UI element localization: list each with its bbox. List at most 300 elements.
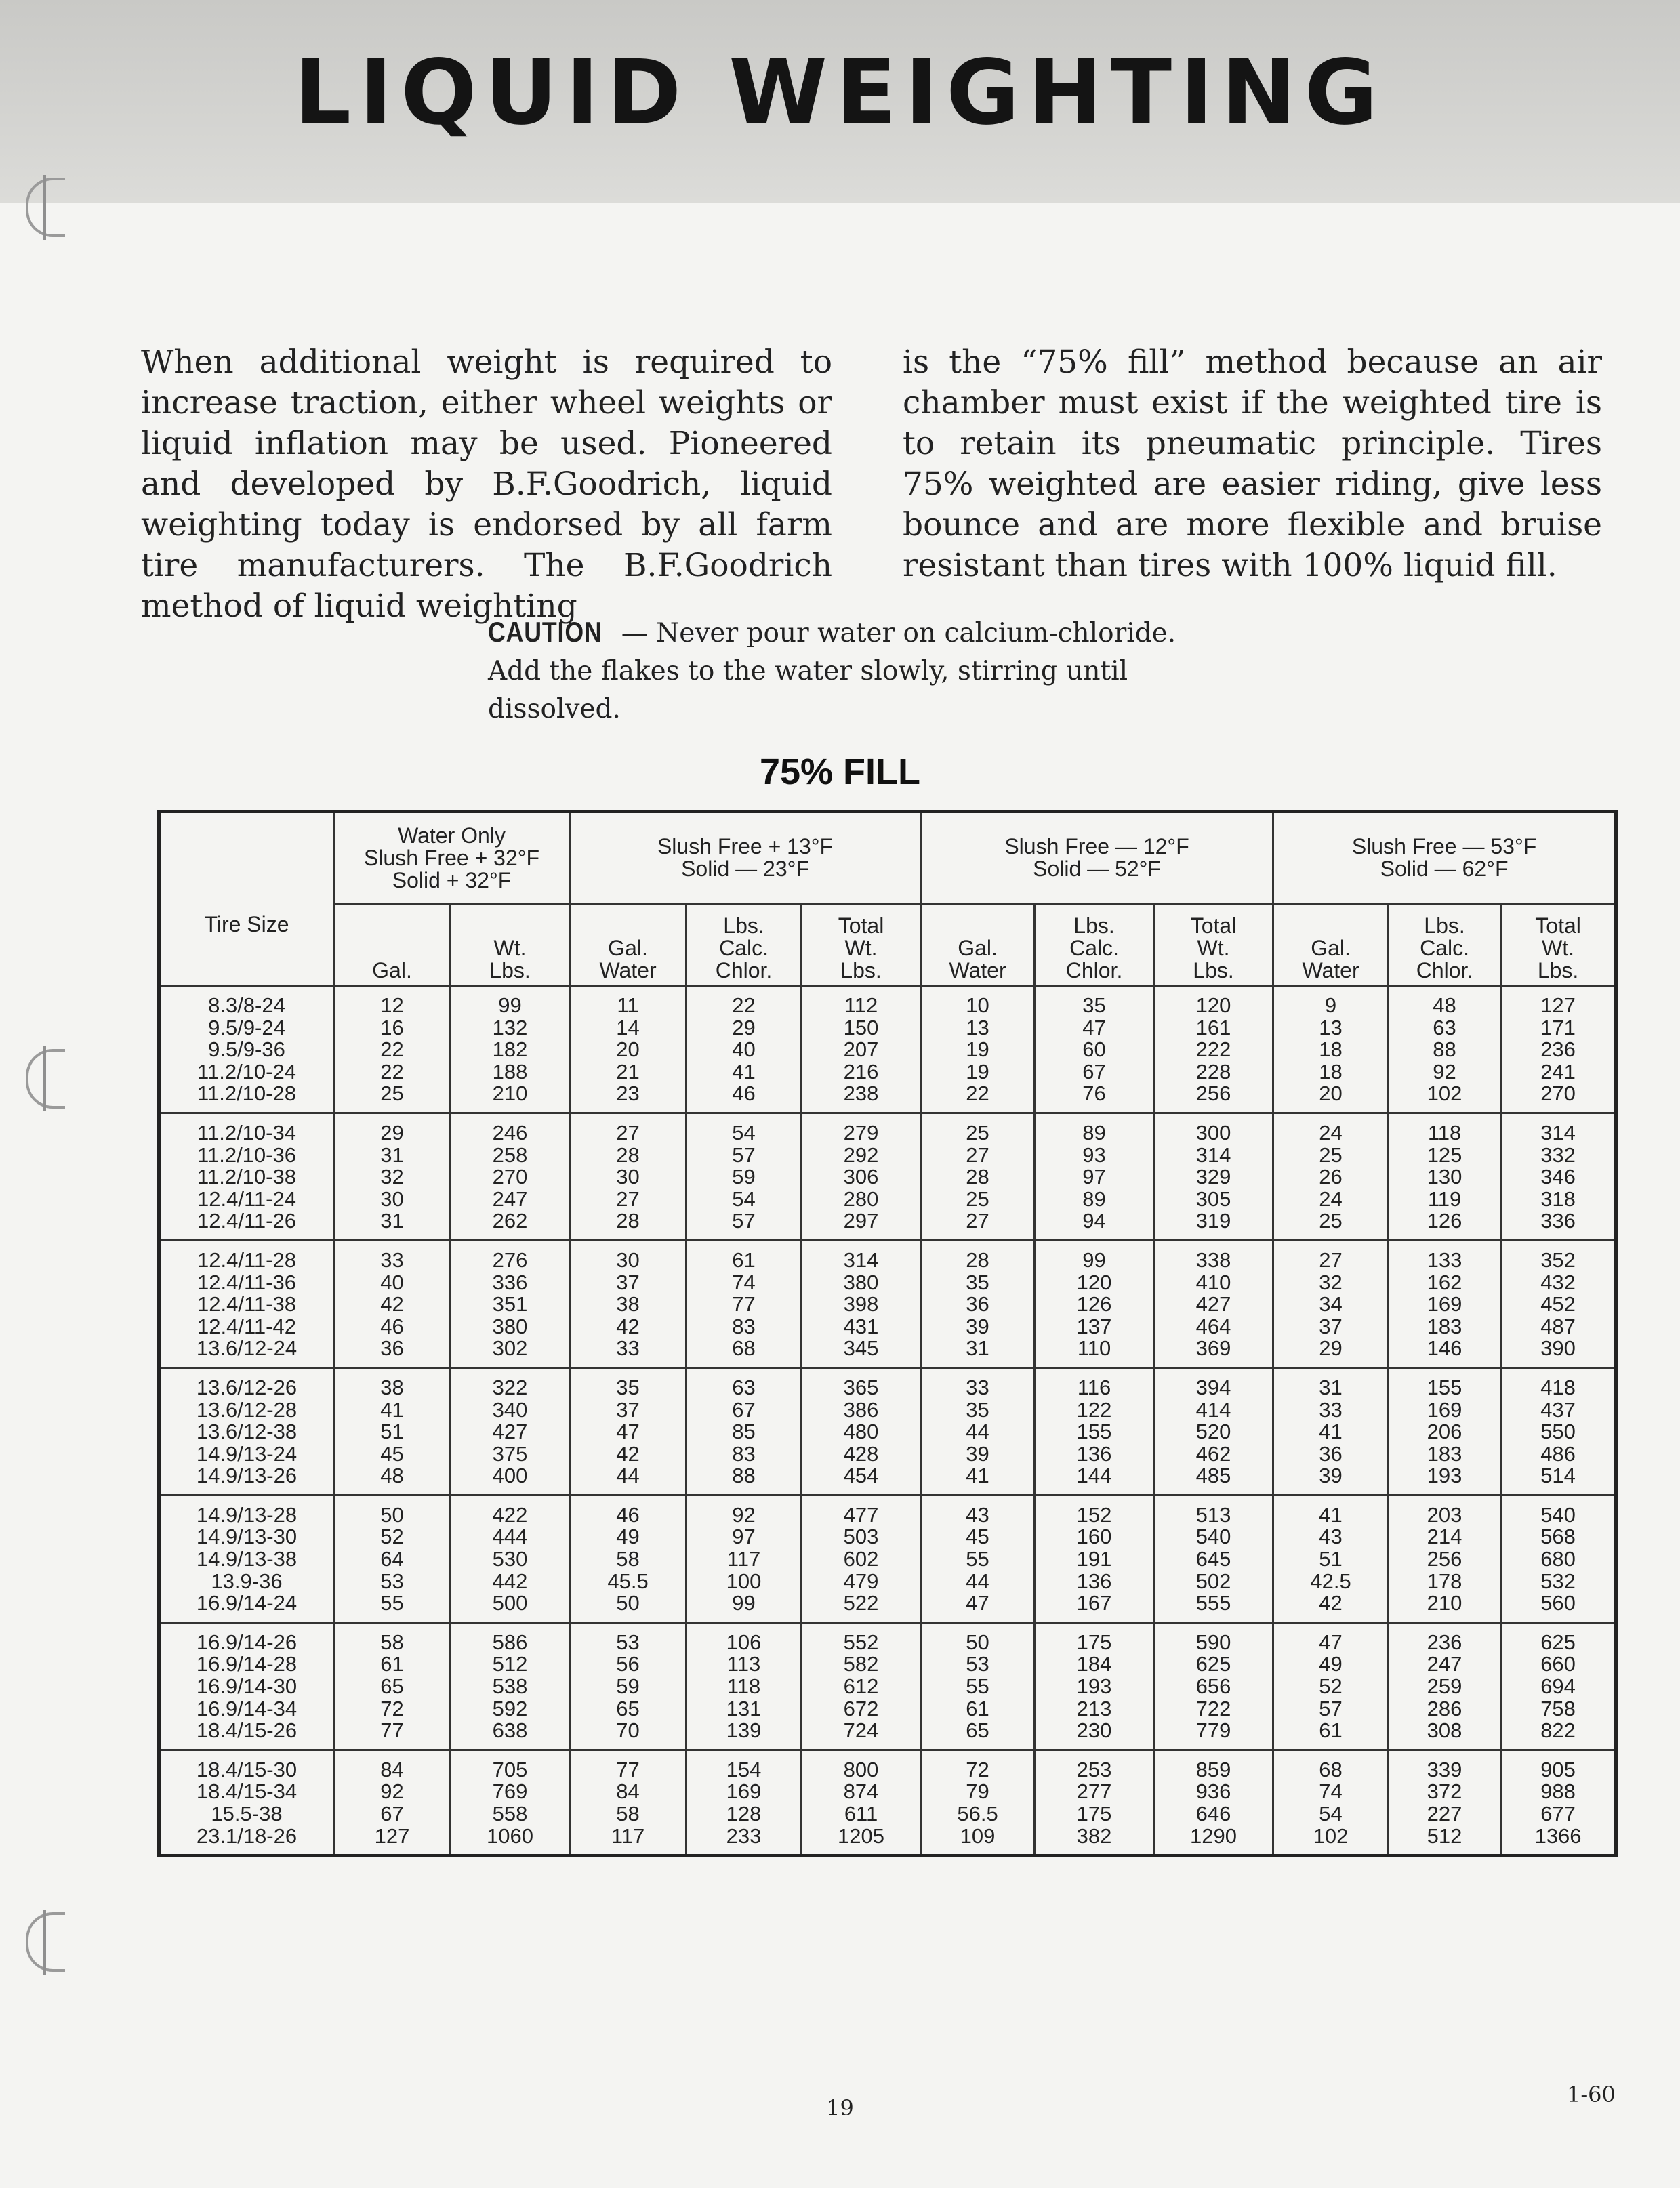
page-number: 19 [826, 2095, 854, 2121]
table-cell: 65 [570, 1698, 687, 1720]
table-cell: 203 [1389, 1495, 1501, 1526]
table-cell: 694 [1501, 1676, 1616, 1698]
table-cell: 560 [1501, 1592, 1616, 1622]
table-row [159, 1781, 1616, 1803]
caution-note [488, 613, 1233, 728]
table-cell: 988 [1501, 1781, 1616, 1803]
table-cell: 118 [1389, 1113, 1501, 1144]
table-cell: 35 [921, 1272, 1035, 1294]
table-cell: 874 [802, 1781, 921, 1803]
table-cell: 42 [570, 1443, 687, 1466]
column-header-8 [1154, 904, 1273, 986]
table-row [159, 1443, 1616, 1466]
table-row [159, 1548, 1616, 1571]
table-cell: 119 [1389, 1189, 1501, 1211]
table-cell: 169 [687, 1781, 802, 1803]
table-row [159, 1495, 1616, 1526]
table-cell: 724 [802, 1720, 921, 1750]
table-cell: 241 [1501, 1061, 1616, 1083]
table-cell: 52 [1273, 1676, 1389, 1698]
table-cell: 89 [1035, 1189, 1154, 1211]
table-cell: 25 [921, 1189, 1035, 1211]
column-header-line: Lbs. [1073, 913, 1115, 938]
header-line: Slush Free — 53°F [1351, 834, 1537, 859]
table-cell: 1290 [1154, 1825, 1273, 1856]
page-title: LIQUID WEIGHTING [294, 41, 1386, 145]
table-cell: 568 [1501, 1526, 1616, 1548]
column-header-line: Water [949, 958, 1006, 983]
table-cell: 137 [1035, 1316, 1154, 1338]
table-cell: 638 [451, 1720, 570, 1750]
table-row [159, 1750, 1616, 1781]
table-cell: 538 [451, 1676, 570, 1698]
tire-size-cell: 13.6/12-38 [159, 1421, 334, 1443]
table-cell: 582 [802, 1653, 921, 1676]
binder-hole-top [26, 178, 65, 237]
table-cell: 428 [802, 1443, 921, 1466]
table-cell: 253 [1035, 1750, 1154, 1781]
table-cell: 37 [1273, 1316, 1389, 1338]
table-cell: 1205 [802, 1825, 921, 1856]
table-cell: 27 [1273, 1240, 1389, 1271]
table-cell: 338 [1154, 1240, 1273, 1271]
table-cell: 270 [451, 1166, 570, 1189]
table-cell: 9 [1273, 986, 1389, 1017]
column-header-1 [334, 904, 451, 986]
table-row [159, 1061, 1616, 1083]
tire-size-cell: 13.6/12-24 [159, 1338, 334, 1367]
table-cell: 42 [1273, 1592, 1389, 1622]
tire-size-cell: 9.5/9-36 [159, 1039, 334, 1061]
table-cell: 39 [921, 1443, 1035, 1466]
table-cell: 27 [921, 1210, 1035, 1240]
column-header-line: Total [1535, 913, 1581, 938]
table-cell: 38 [570, 1294, 687, 1316]
table-cell: 532 [1501, 1571, 1616, 1593]
table-cell: 36 [921, 1294, 1035, 1316]
table-cell: 236 [1501, 1039, 1616, 1061]
table-cell: 13 [1273, 1017, 1389, 1039]
table-cell: 22 [334, 1061, 451, 1083]
table-cell: 207 [802, 1039, 921, 1061]
table-cell: 262 [451, 1210, 570, 1240]
table-cell: 936 [1154, 1781, 1273, 1803]
table-cell: 144 [1035, 1465, 1154, 1495]
table-cell: 84 [570, 1781, 687, 1803]
table-cell: 386 [802, 1399, 921, 1422]
tire-size-cell: 12.4/11-36 [159, 1272, 334, 1294]
table-cell: 332 [1501, 1144, 1616, 1167]
table-cell: 336 [451, 1272, 570, 1294]
table-cell: 394 [1154, 1367, 1273, 1399]
column-header-line: Wt. [844, 936, 878, 960]
liquid-fill-table [157, 810, 1618, 1857]
table-cell: 10 [921, 986, 1035, 1017]
table-cell: 74 [1273, 1781, 1389, 1803]
table-cell: 132 [451, 1017, 570, 1039]
table-cell: 42 [334, 1294, 451, 1316]
table-cell: 39 [1273, 1465, 1389, 1495]
table-cell: 133 [1389, 1240, 1501, 1271]
table-cell: 83 [687, 1316, 802, 1338]
table-cell: 167 [1035, 1592, 1154, 1622]
table-cell: 19 [921, 1061, 1035, 1083]
table-cell: 277 [1035, 1781, 1154, 1803]
table-row [159, 1367, 1616, 1399]
table-cell: 41 [687, 1061, 802, 1083]
table-cell: 35 [570, 1367, 687, 1399]
table-cell: 37 [570, 1272, 687, 1294]
table-cell: 382 [1035, 1825, 1154, 1856]
table-cell: 42 [570, 1316, 687, 1338]
table-cell: 83 [687, 1443, 802, 1466]
table-cell: 592 [451, 1698, 570, 1720]
header-line: Solid — 62°F [1380, 856, 1509, 881]
table-cell: 162 [1389, 1272, 1501, 1294]
table-cell: 28 [570, 1210, 687, 1240]
tire-size-cell: 11.2/10-38 [159, 1166, 334, 1189]
table-cell: 279 [802, 1113, 921, 1144]
table-cell: 88 [687, 1465, 802, 1495]
tire-size-cell: 11.2/10-28 [159, 1083, 334, 1113]
table-row [159, 1698, 1616, 1720]
table-cell: 35 [1035, 986, 1154, 1017]
table-cell: 61 [334, 1653, 451, 1676]
table-cell: 372 [1389, 1781, 1501, 1803]
table-cell: 88 [1389, 1039, 1501, 1061]
table-cell: 136 [1035, 1571, 1154, 1593]
table-row [159, 1622, 1616, 1653]
table-cell: 183 [1389, 1443, 1501, 1466]
table-cell: 51 [1273, 1548, 1389, 1571]
table-cell: 14 [570, 1017, 687, 1039]
column-header-line: Water [1302, 958, 1359, 983]
tire-size-cell: 11.2/10-24 [159, 1061, 334, 1083]
table-cell: 22 [334, 1039, 451, 1061]
table-cell: 479 [802, 1571, 921, 1593]
table-cell: 21 [570, 1061, 687, 1083]
table-row [159, 1465, 1616, 1495]
table-cell: 32 [334, 1166, 451, 1189]
table-cell: 33 [334, 1240, 451, 1271]
table-cell: 120 [1154, 986, 1273, 1017]
table-cell: 67 [687, 1399, 802, 1422]
table-cell: 27 [570, 1189, 687, 1211]
table-cell: 558 [451, 1803, 570, 1825]
table-cell: 905 [1501, 1750, 1616, 1781]
table-cell: 58 [570, 1548, 687, 1571]
table-cell: 31 [334, 1210, 451, 1240]
table-cell: 50 [921, 1622, 1035, 1653]
table-cell: 116 [1035, 1367, 1154, 1399]
table-cell: 306 [802, 1166, 921, 1189]
table-cell: 206 [1389, 1421, 1501, 1443]
table-cell: 110 [1035, 1338, 1154, 1367]
table-cell: 79 [921, 1781, 1035, 1803]
table-cell: 184 [1035, 1653, 1154, 1676]
column-header-10 [1389, 904, 1501, 986]
table-cell: 227 [1389, 1803, 1501, 1825]
table-cell: 130 [1389, 1166, 1501, 1189]
table-cell: 44 [921, 1571, 1035, 1593]
table-cell: 29 [687, 1017, 802, 1039]
column-header-line: Calc. [1420, 936, 1469, 960]
table-cell: 125 [1389, 1144, 1501, 1167]
table-cell: 53 [570, 1622, 687, 1653]
table-cell: 352 [1501, 1240, 1616, 1271]
table-cell: 216 [802, 1061, 921, 1083]
table-cell: 191 [1035, 1548, 1154, 1571]
table-cell: 74 [687, 1272, 802, 1294]
table-cell: 178 [1389, 1571, 1501, 1593]
table-cell: 45 [334, 1443, 451, 1466]
table-cell: 33 [570, 1338, 687, 1367]
table-cell: 322 [451, 1367, 570, 1399]
table-cell: 93 [1035, 1144, 1154, 1167]
table-cell: 25 [1273, 1144, 1389, 1167]
table-cell: 270 [1501, 1083, 1616, 1113]
column-header-3 [570, 904, 687, 986]
table-cell: 109 [921, 1825, 1035, 1856]
table-cell: 36 [1273, 1443, 1389, 1466]
table-cell: 41 [921, 1465, 1035, 1495]
column-header-line: Chlor. [1065, 958, 1123, 983]
table-cell: 452 [1501, 1294, 1616, 1316]
table-cell: 20 [570, 1039, 687, 1061]
table-cell: 11 [570, 986, 687, 1017]
column-header-line: Lbs. [1424, 913, 1465, 938]
table-cell: 512 [1389, 1825, 1501, 1856]
table-cell: 437 [1501, 1399, 1616, 1422]
table-cell: 28 [570, 1144, 687, 1167]
table-cell: 89 [1035, 1113, 1154, 1144]
table-cell: 77 [687, 1294, 802, 1316]
table-cell: 28 [921, 1166, 1035, 1189]
table-cell: 183 [1389, 1316, 1501, 1338]
column-header-line [339, 937, 445, 959]
table-cell: 32 [1273, 1272, 1389, 1294]
table-cell: 25 [334, 1083, 451, 1113]
header-line: Water Only [398, 823, 506, 848]
page-code: 1-60 [1567, 2082, 1616, 2107]
binder-hole-bottom [26, 1912, 65, 1972]
table-row [159, 1166, 1616, 1189]
table-cell: 390 [1501, 1338, 1616, 1367]
table-cell: 346 [1501, 1166, 1616, 1189]
table-row [159, 1240, 1616, 1271]
tire-size-cell: 15.5-38 [159, 1803, 334, 1825]
column-header-line: Total [838, 913, 884, 938]
table-cell: 47 [570, 1421, 687, 1443]
table-cell: 41 [1273, 1421, 1389, 1443]
table-cell: 44 [570, 1465, 687, 1495]
table-cell: 442 [451, 1571, 570, 1593]
table-row [159, 1083, 1616, 1113]
table-row [159, 986, 1616, 1017]
tire-size-cell: 16.9/14-24 [159, 1592, 334, 1622]
table-cell: 76 [1035, 1083, 1154, 1113]
tire-size-cell: 13.6/12-26 [159, 1367, 334, 1399]
table-cell: 769 [451, 1781, 570, 1803]
table-cell: 480 [802, 1421, 921, 1443]
table-cell: 63 [1389, 1017, 1501, 1039]
table-row [159, 1676, 1616, 1698]
column-header-line: Wt. [493, 936, 527, 960]
table-cell: 175 [1035, 1622, 1154, 1653]
tire-size-cell: 16.9/14-30 [159, 1676, 334, 1698]
table-cell: 94 [1035, 1210, 1154, 1240]
column-header-line: Gal. [608, 936, 648, 960]
tire-size-cell: 8.3/8-24 [159, 986, 334, 1017]
table-cell: 246 [451, 1113, 570, 1144]
table-cell: 54 [687, 1189, 802, 1211]
table-cell: 48 [334, 1465, 451, 1495]
table-row [159, 1316, 1616, 1338]
table-cell: 18 [1273, 1039, 1389, 1061]
table-cell: 128 [687, 1803, 802, 1825]
table-cell: 97 [1035, 1166, 1154, 1189]
table-cell: 380 [451, 1316, 570, 1338]
table-cell: 822 [1501, 1720, 1616, 1750]
table-cell: 49 [1273, 1653, 1389, 1676]
table-row [159, 1272, 1616, 1294]
table-cell: 47 [1273, 1622, 1389, 1653]
table-row [159, 1592, 1616, 1622]
table-cell: 19 [921, 1039, 1035, 1061]
table-cell: 486 [1501, 1443, 1616, 1466]
table-row [159, 1653, 1616, 1676]
table-cell: 39 [921, 1316, 1035, 1338]
table-row [159, 1803, 1616, 1825]
table-cell: 444 [451, 1526, 570, 1548]
table-row [159, 1720, 1616, 1750]
table-cell: 169 [1389, 1294, 1501, 1316]
tire-size-cell: 13.9-36 [159, 1571, 334, 1593]
table-cell: 45.5 [570, 1571, 687, 1593]
table-cell: 155 [1035, 1421, 1154, 1443]
tire-size-cell: 14.9/13-24 [159, 1443, 334, 1466]
table-cell: 611 [802, 1803, 921, 1825]
table-cell: 27 [570, 1113, 687, 1144]
table-cell: 398 [802, 1294, 921, 1316]
table-cell: 55 [921, 1548, 1035, 1571]
group-header-3 [921, 812, 1273, 904]
table-cell: 513 [1154, 1495, 1273, 1526]
table-cell: 61 [921, 1698, 1035, 1720]
table-cell: 314 [802, 1240, 921, 1271]
table-cell: 50 [570, 1592, 687, 1622]
table-cell: 61 [1273, 1720, 1389, 1750]
tire-size-cell: 14.9/13-26 [159, 1465, 334, 1495]
column-header-2 [451, 904, 570, 986]
table-cell: 30 [570, 1166, 687, 1189]
table-cell: 50 [334, 1495, 451, 1526]
tire-size-header-text: Tire Size [204, 912, 289, 936]
table-cell: 31 [921, 1338, 1035, 1367]
table-cell: 43 [921, 1495, 1035, 1526]
table-cell: 602 [802, 1548, 921, 1571]
table-cell: 113 [687, 1653, 802, 1676]
table-cell: 800 [802, 1750, 921, 1781]
table-cell: 117 [570, 1825, 687, 1856]
table-cell: 339 [1389, 1750, 1501, 1781]
tire-size-cell: 9.5/9-24 [159, 1017, 334, 1039]
table-cell: 56 [570, 1653, 687, 1676]
table-cell: 25 [1273, 1210, 1389, 1240]
column-header-line: Total [1190, 913, 1237, 938]
table-cell: 210 [1389, 1592, 1501, 1622]
table-cell: 522 [802, 1592, 921, 1622]
table-cell: 422 [451, 1495, 570, 1526]
table-cell: 44 [921, 1421, 1035, 1443]
table-cell: 118 [687, 1676, 802, 1698]
table-cell: 660 [1501, 1653, 1616, 1676]
table-cell: 540 [1154, 1526, 1273, 1548]
table-row [159, 1825, 1616, 1856]
column-header-line: Lbs. [489, 958, 531, 983]
table-row [159, 1294, 1616, 1316]
table-cell: 154 [687, 1750, 802, 1781]
table-cell: 65 [334, 1676, 451, 1698]
table-cell: 26 [1273, 1166, 1389, 1189]
table-cell: 97 [687, 1526, 802, 1548]
table-cell: 550 [1501, 1421, 1616, 1443]
table-cell: 68 [1273, 1750, 1389, 1781]
table-cell: 42.5 [1273, 1571, 1389, 1593]
table-cell: 230 [1035, 1720, 1154, 1750]
column-header-5 [802, 904, 921, 986]
table-cell: 779 [1154, 1720, 1273, 1750]
column-header-line: Gal. [1311, 936, 1351, 960]
table-cell: 100 [687, 1571, 802, 1593]
table-cell: 214 [1389, 1526, 1501, 1548]
table-cell: 351 [451, 1294, 570, 1316]
table-cell: 656 [1154, 1676, 1273, 1698]
table-cell: 56.5 [921, 1803, 1035, 1825]
table-cell: 318 [1501, 1189, 1616, 1211]
table-cell: 63 [687, 1367, 802, 1399]
table-cell: 276 [451, 1240, 570, 1271]
table-cell: 131 [687, 1698, 802, 1720]
table-cell: 146 [1389, 1338, 1501, 1367]
table-cell: 432 [1501, 1272, 1616, 1294]
table-cell: 297 [802, 1210, 921, 1240]
table-cell: 247 [1389, 1653, 1501, 1676]
table-cell: 126 [1389, 1210, 1501, 1240]
table-cell: 46 [334, 1316, 451, 1338]
table-cell: 514 [1501, 1465, 1616, 1495]
table-cell: 345 [802, 1338, 921, 1367]
table-cell: 54 [1273, 1803, 1389, 1825]
table-cell: 58 [570, 1803, 687, 1825]
table-cell: 859 [1154, 1750, 1273, 1781]
table-cell: 59 [570, 1676, 687, 1698]
table-cell: 29 [334, 1113, 451, 1144]
table-cell: 127 [1501, 986, 1616, 1017]
table-cell: 102 [1389, 1083, 1501, 1113]
table-cell: 43 [1273, 1526, 1389, 1548]
table-cell: 70 [570, 1720, 687, 1750]
group-header-4 [1273, 812, 1616, 904]
table-cell: 259 [1389, 1676, 1501, 1698]
table-cell: 171 [1501, 1017, 1616, 1039]
table-cell: 99 [1035, 1240, 1154, 1271]
table-cell: 520 [1154, 1421, 1273, 1443]
table-cell: 672 [802, 1698, 921, 1720]
table-cell: 155 [1389, 1367, 1501, 1399]
table-cell: 500 [451, 1592, 570, 1622]
table-cell: 540 [1501, 1495, 1616, 1526]
